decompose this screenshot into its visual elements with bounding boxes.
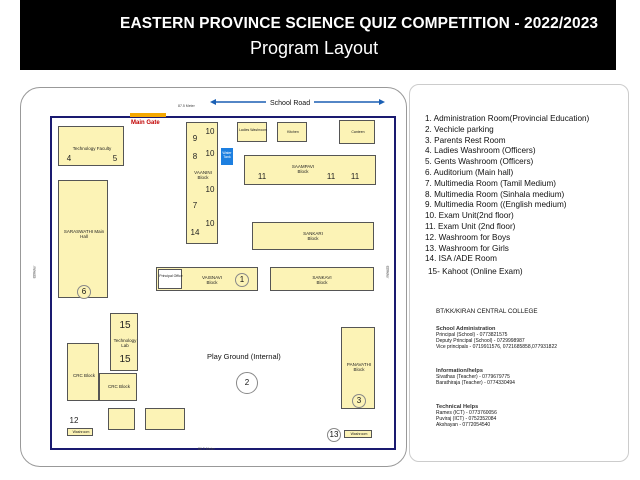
canteen-block [339,120,375,144]
vaisnavi-label: VAISNAVI Block [201,275,223,285]
legend-item: 6. Auditorium (Main hall) [425,167,514,177]
washroom-girls [344,430,372,438]
number-14: 14 [190,228,200,237]
info-title: Information/helps [436,368,483,374]
contact-line: Puviraj (ICT) - 0752352084 [436,416,497,422]
kitchen-label: Kitchen [287,130,299,134]
number-4: 4 [66,154,72,163]
number-10: 10 [205,185,215,194]
number-10: 10 [205,219,215,228]
legend-item: 14. ISA /ADE Room [425,254,497,264]
canteen-label: Canteen [351,130,365,134]
main-gate-label: Main Gate [131,120,160,126]
saampavi-block [244,155,376,185]
legend-item: 11. Exam Unit (2nd floor) [425,221,516,231]
technology-lab-label: Technology Lab [113,338,137,348]
kitchen-block [277,122,307,142]
number-7: 7 [192,201,198,210]
number-1: 1 [235,273,249,287]
number-9: 9 [192,134,198,143]
saampavi-label: SAAMPAVI Block [291,164,315,174]
saraswathi-main-hall [58,180,108,298]
crc-block-2 [99,373,137,401]
number-8: 8 [192,152,198,161]
contact-line: Rames (ICT) - 0773760056 [436,410,497,416]
crc-block-2-label: CRC Block [107,384,130,389]
legend-item: 13. Washroom for Girls [425,243,509,253]
panavathi-label: PANAVATHI Block [346,362,372,372]
sankavi-block [270,267,374,291]
vaanini-block [186,122,218,244]
tech-title: Technical Helps [436,404,479,410]
contact-line: Akshayan - 0772054540 [436,422,491,428]
left-height-label: 82Meter [32,265,37,279]
page-title: EASTERN PROVINCE SCIENCE QUIZ COMPETITION - 2022/2023 [120,15,599,32]
main-gate-bar [130,113,166,117]
crc-block-1-label: CRC Block [72,373,95,378]
vaanini-label: VAANINI Block [194,170,212,180]
playground-label: Play Ground (Internal) [207,352,281,361]
ladies-washroom-block [237,122,267,142]
small-block-2 [145,408,185,430]
top-width-label: 87.5 Meter [178,104,195,108]
contact-line: Barathiraja (Teacher) - 0774330494 [436,380,515,386]
washroom-boys [67,428,93,436]
contact-line: Sivathas (Teacher) - 0779679775 [436,374,510,380]
number-12: 12 [69,416,79,425]
water-tank-label: Water Tank [222,151,232,159]
contact-line: Principal (School) - 0773821575 [436,332,508,338]
legend-item: 2. Vechicle parking [425,124,494,134]
principal-office [158,269,182,289]
info-contacts [436,368,515,386]
washroom-girls-label: Washroom [350,432,368,436]
number-11: 11 [257,172,267,181]
legend-item: 12. Washroom for Boys [425,232,511,242]
right-height-label: 82Meter [385,265,390,279]
technology-lab-block [110,313,138,371]
legend-item: 9. Multimedia Room ((English medium) [425,200,567,210]
page-subtitle: Program Layout [250,38,379,58]
crc-block-1 [67,343,99,401]
sankari-label: SANKARI Block [303,231,323,241]
legend-item: 15- Kahoot (Online Exam) [428,267,523,277]
panavathi-block [341,327,375,409]
legend-item: 8. Multimedia Room (Sinhala medium) [425,189,565,199]
contact-line: Vice principals - 0719911576, 0721685858,077931822 [436,344,558,350]
admin-title: School Administration [436,326,496,332]
water-tank [221,148,233,165]
number-2: 2 [244,378,250,387]
legend-item: 5. Gents Washroom (Officers) [425,157,534,167]
number-3: 3 [352,394,366,408]
number-5: 5 [112,154,118,163]
sankavi-label: SANKAVI Block [312,275,332,285]
legend-item: 7. Multimedia Room (Tamil Medium) [425,178,557,188]
number-13: 13 [327,428,341,442]
legend-item: 1. Administration Room(Provincial Education) [425,114,590,123]
technology-faculty-label: Technology Faculty [72,146,112,151]
tech-contacts [436,404,497,428]
principal-office-label: Principal Office [159,274,183,278]
sankari-block [252,222,374,250]
number-15: 15 [119,354,131,365]
header-banner [20,0,616,70]
number-10: 10 [205,127,215,136]
legend-item: 10. Exam Unit(2nd floor) [425,211,514,221]
technology-faculty-block [58,126,124,166]
contact-line: Deputy Principal (School) - 0729998987 [436,338,525,344]
parking-marker [236,372,258,394]
legend-list [425,114,589,278]
number-11: 11 [350,172,360,181]
ladies-washroom-label: Ladies Washroom [238,128,268,132]
saraswathi-label: SARASWATHI Main Hall [63,229,105,239]
legend-item: 3. Parents Rest Room [425,135,506,145]
washroom-boys-label: Washroom [72,430,90,434]
number-10: 10 [205,149,215,158]
bottom-width-label: 86.5 Meter [198,447,215,451]
legend-item: 4. Ladies Washroom (Officers) [425,146,536,156]
small-block-1 [108,408,135,430]
road-label: School Road [266,100,314,107]
number-11: 11 [326,172,336,181]
college-name: BT/KK/KIRAN CENTRAL COLLEGE [436,308,538,315]
number-6: 6 [77,285,91,299]
number-15: 15 [119,320,131,331]
admin-contacts [436,326,557,350]
